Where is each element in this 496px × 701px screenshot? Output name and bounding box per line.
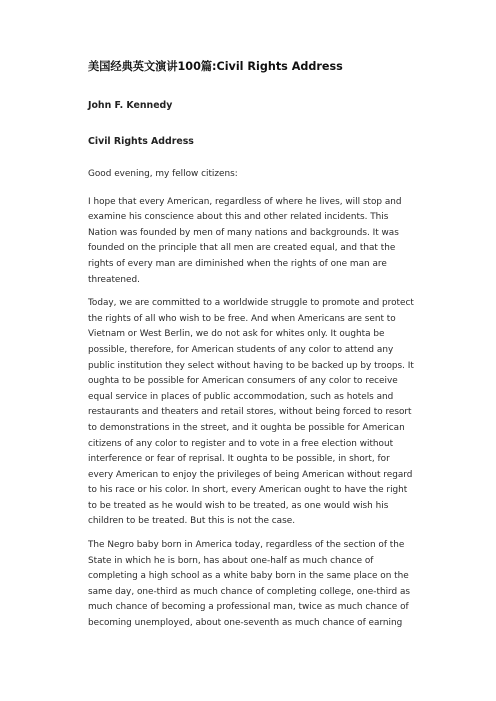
paragraph-greeting: Good evening, my fellow citizens: <box>88 169 238 179</box>
paragraph: Today, we are committed to a worldwide struggle to promote and protect the rights of all who wish to be free. And when Americans are sent to Vietnam or West Berlin, we do not ask for whites only. It oughta be possible, therefore, for American students of any color to attend any public institution they select without having to be backed up by troops. It oughta to be possible for American consumers of any color to receive equal service in places of public accommodation, such as hotels and restaurants and theaters and retail stores, without being forced to resort to demonstrations in the street, and it oughta be possible for American citizens of any color to register and to vote in a free election without interference or fear of reprisal. It oughta to be possible, in short, for every American to enjoy the privileges of being American without regard to his race or his color. In short, every American ought to have the right to be treated as he would wish to be treated, as one would wish his children to be treated. But this is not the case. <box>88 298 414 527</box>
document-page <box>88 58 414 640</box>
speech-title: Civil Rights Address <box>88 136 194 147</box>
paragraph: The Negro baby born in America today, regardless of the section of the State in which he is born, has about one-half as much chance of completing a high school as a white baby born in the same place on the same day, one-third as much chance of completing college, one-third as much chance of becoming a professional man, twice as much chance of becoming unemployed, about one-seventh as much chance of earning <box>88 540 411 629</box>
paragraph: I hope that every American, regardless of where he lives, will stop and examine his conscience about this and other related incidents. This Nation was founded by men of many nations and backgrounds. It was founded on the principle that all men are created equal, and that the rights of every man are diminished when the rights of one man are threatened. <box>88 196 402 285</box>
author-name: John F. Kennedy <box>88 100 173 111</box>
document-title: 美国经典英文演讲100篇:Civil Rights Address <box>88 60 343 73</box>
